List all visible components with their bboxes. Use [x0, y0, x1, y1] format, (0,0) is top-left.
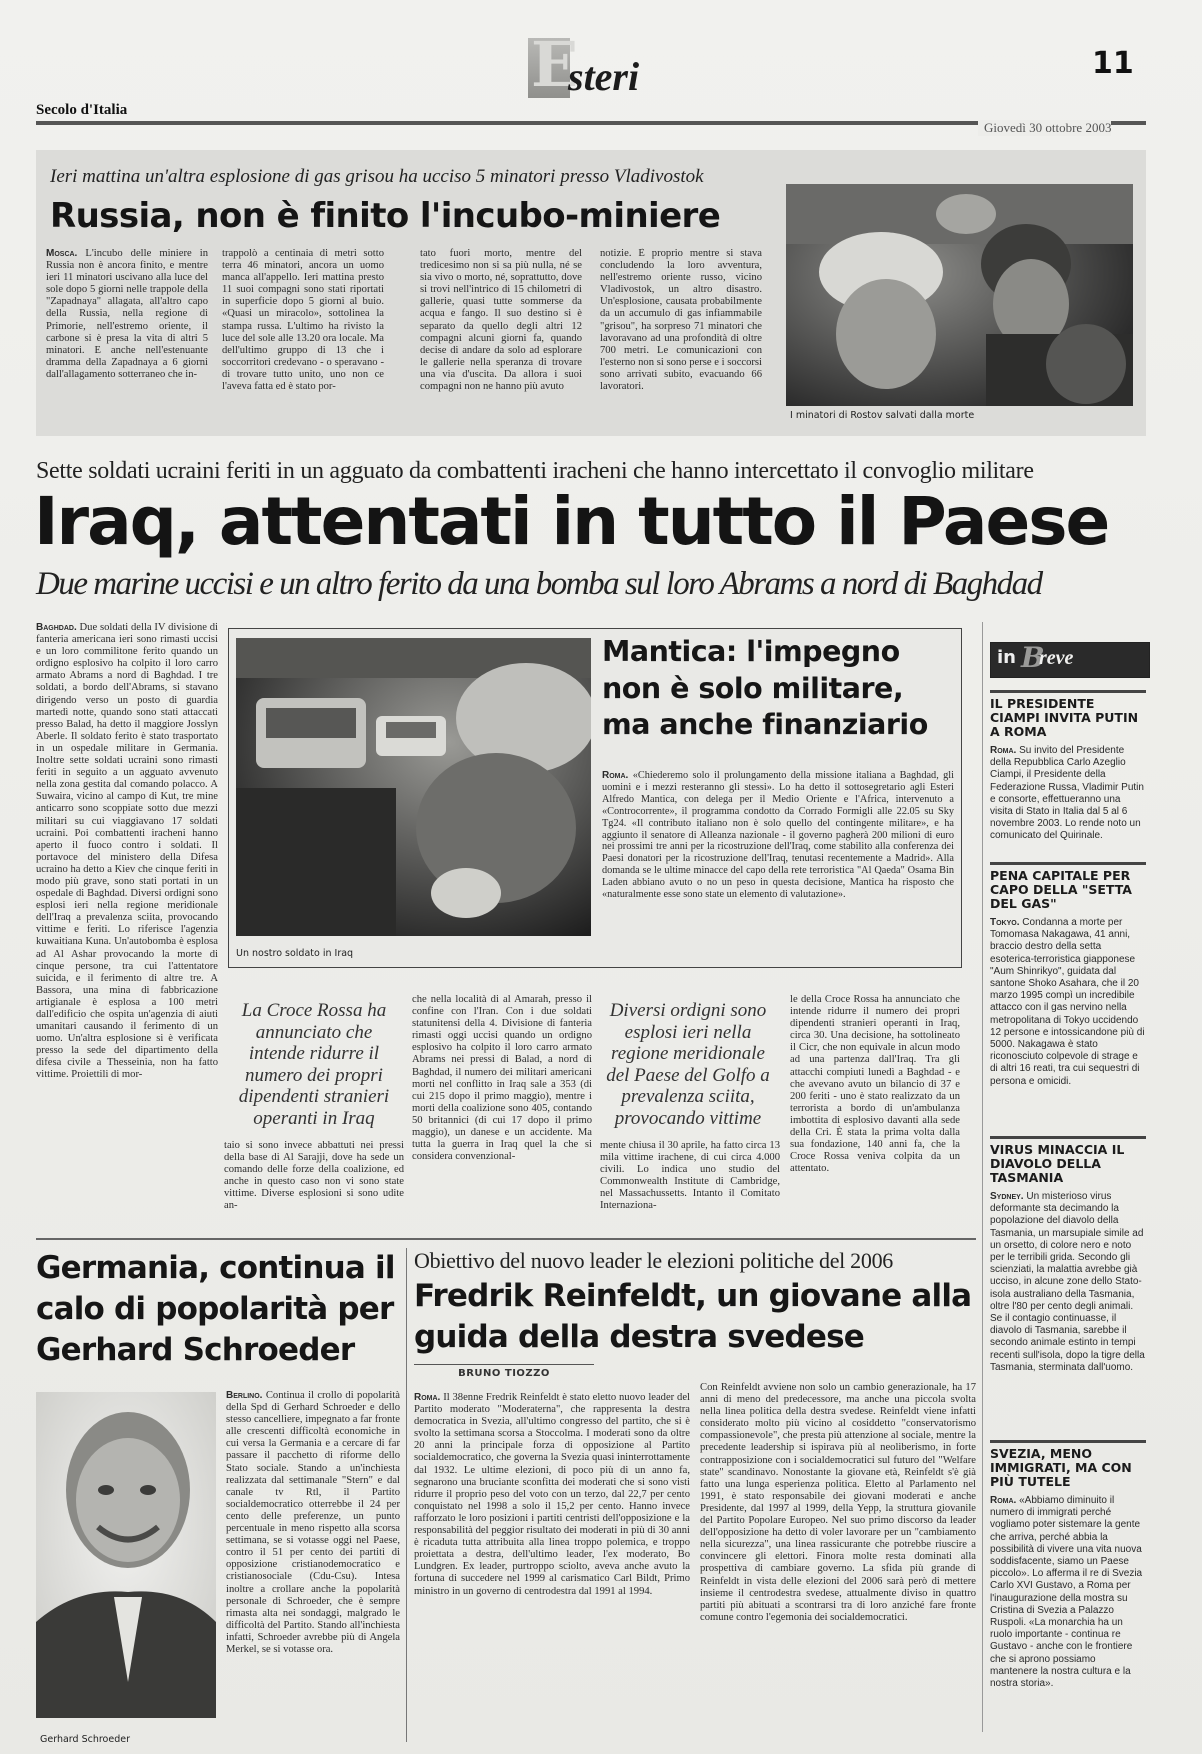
russia-dateline: Mosca. — [46, 248, 78, 259]
brief-item — [990, 690, 1146, 861]
in-breve-tag — [990, 642, 1150, 678]
brief-item — [990, 1440, 1146, 1739]
svezia-byline: BRUNO TIOZZO — [458, 1368, 550, 1379]
russia-col-4: notizie. È proprio mentre si stava concludendo la loro avventura, nell'estremo oriente russo, vicino Vladivostok, un altro disastro. Un'esplosione, causata probabilmente da un accumulo di gas infiammabile "grisou", ha sorpreso 71 minatori che lavoravano ad una profondità di oltre 700 metri. Le comunicazioni con l'esterno non si sono perse e i soccorsi sono arrivati subito, evacuando 66 lavoratori. — [600, 248, 762, 393]
iraq-left-column-text: Due soldati della IV divisione di fanteria americana ieri sono rimasti uccisi e un loro commilitone ferito quando un ordigno esplosivo ha colpito il loro carro armato Abrams a nord di Baghdad. I tre soldati, a bordo dell'Abrams, si stavano dirigendo verso un posto di guardia martedì notte, quando sono stati attaccati presso Balad, ha detto il maggiore Josslyn Aberle. Il soldato ferito è stato trasportato in un ospedale militare in Germania. Inoltre sette soldati ucraini sono rimasti feriti in seguito a un agguato avvenuto nella zona gestita dal comando polacco. A Suwaira, vicino al campo di Kut, tre mine anticarro sono scoppiate sotto due mezzi militari su cui viaggiavano 17 soldati ucraini. Poi combattenti iracheni hanno aperto il fuoco contro i soldati. Il portavoce del ministero della Difesa ucraino ha detto a Kiev che cinque feriti in modo più grave, sono stati portati in un ospedale di Baghdad. Diversi ordigni sono esplosi ieri nella regione meridionale dell'Iraq a prevalenza sciita, provocando vittime e feriti. Lo riferisce l'agenzia kuwaitiana Kuna. Un'autobomba è esplosa ad Al Ashar provocando la morte di cinque persone, tra cui l'attentatore suicida, e il ferimento di altre tre. A Bassora, una mina di fabbricazione artigianale è esplosa a 100 metri dall'edificio che ospita un'agenzia di aiuti umanitari causando il ferimento di un uomo. Un'altra esplosione si è verificata presso la sede del dipartimento della difesa civile a Thesseinia, non ha fatto vittime. Proiettili di mor- — [36, 622, 218, 1081]
in-breve-tag-rest: reve — [1039, 647, 1074, 669]
soldier-photo-image — [236, 638, 591, 936]
brief-body — [990, 1495, 1146, 1727]
shiite-bombs-pullquote: Diversi ordigni sono esplosi ieri nella regione meridionale del Paese del Golfo a prevalenza sciita, provocando vittime — [606, 1000, 770, 1129]
brief-item — [990, 862, 1146, 1135]
schroeder-photo-caption: Gerhard Schroeder — [40, 1734, 130, 1745]
brief-item — [990, 1136, 1146, 1439]
svezia-dateline: Roma. — [414, 1392, 441, 1403]
iraq-mid-b: che nella località di al Amarah, presso il confine con l'Iran. Con i due soldati statunitensi della 4. Divisione di fanteria rimasti oggi uccisi quando un ordigno esplosivo ha colpito il loro carro armato Abrams nei pressi di Balad, a nord di Baghdad, il numero dei militari americani morti nel conflitto in Iraq sale a 353 (di cui 215 dopo il primo maggio), mentre i morti della coalizione sono 405, contando 50 britannici (di cui 17 dopo il primo maggio), un danese e un accidente. Ma tutta la guerra in Iraq quel la che si considera convenzional- — [412, 994, 592, 1163]
column-divider — [406, 1248, 407, 1742]
iraq-kicker: Sette soldati ucraini feriti in un agguato da combattenti iracheni che hanno intercettato il convoglio militare — [36, 458, 1034, 484]
section-title: steri — [568, 54, 640, 99]
mantica-body — [602, 770, 954, 962]
brief-text: Su invito del Presidente della Repubblica Carlo Azeglio Ciampi, il Presidente della Federazione Russa, Vladimir Putin e consorte, effettueranno una visita di Stato in Italia dal 5 al 6 novembre 2003. Lo rende noto un comunicato del Quirinale. — [990, 745, 1144, 842]
in-breve-tag-b: B — [1021, 641, 1045, 674]
iraq-left-column — [36, 622, 218, 1220]
svezia-col-2: Con Reinfeldt avviene non solo un cambio generazionale, ha 17 anni di meno del predecessore, ma anche una piccola svolta nella linea politica della destra svedese. Reinfeldt viene infatti considerato molto più vicino al cosiddetto "conservatorismo compassionevole", che presta più attenzione al sociale, mentre la precedente leadership si ispirava più al neoliberismo, in forte contrapposizione con i socialdemocratici sul futuro del "Welfare state" scandinavo. Nonostante la giovane età, Reinfeldt s'è già fatto una lunga esperienza politica. Eletto al Parlamento nel 1991, è stato responsabile dei giovani moderati e anche Presidente, dal 1997 al 1999, della Yepp, la struttura giovanile del Partito Popolare Europeo. Nel suo primo discorso da leader dell'opposizione ha detto di voler lavorare per un "cambiamento nella sicurezza", una linea rassicurante che potrebbe riuscire a convincere gli elettori. Finora molte resta dominati alla prospettiva di cambiare governo. La sfida più grande di Reinfeldt in vista delle elezioni del 2006 sarà però di mettere insieme il centrodestra svedese, attualmente diviso in quattro partiti più abituati a scontrarsi tra di loro anziché fare fronte comune contro l'egemonia dei socialdemocratici. — [700, 1382, 976, 1623]
section-initial: E — [531, 28, 579, 101]
brief-text: Condanna a morte per Tomomasa Nakagawa, 41 anni, braccio destro della setta esoterica-terroristica giapponese "Aum Shinrikyo", guidata dal santone Shoko Asahara, che il 20 marzo 1995 compì un incredibile attacco con il gas nervino nella metropolitana di Tokyo uccidendo 12 persone e intossicandone più di 5000. Nakagawa è stato riconosciuto colpevole di strage e di altri 16 reati, tra cui sequestri di persona e omicidi. — [990, 917, 1145, 1087]
section-logo — [528, 30, 678, 102]
germania-dateline: Berlino. — [226, 1390, 263, 1401]
russia-photo-caption: I minatori di Rostov salvati dalla morte — [790, 410, 975, 421]
brief-title: IL PRESIDENTE CIAMPI INVITA PUTIN A ROMA — [990, 696, 1139, 739]
brief-body — [990, 917, 1146, 1127]
svezia-kicker: Obiettivo del nuovo leader le elezioni politiche del 2006 — [414, 1248, 893, 1273]
iraq-headline: Iraq, attentati in tutto il Paese — [34, 483, 1109, 560]
russia-headline: Russia, non è finito l'incubo-miniere — [50, 196, 721, 236]
brief-body — [990, 745, 1146, 855]
paper-name: Secolo d'Italia — [36, 102, 128, 118]
iraq-mid-d: le della Croce Rossa ha annunciato che intende ridurre il numero dei propri dipendenti stranieri operanti in Iraq, circa 30. Una decisione, ha sottolineato il Cicr, che non equivale in alcun modo ad una partenza dall'Iraq. Tra gli attacchi compiuti lunedì a Baghdad - e che avevano avuto un bilancio di 37 e 200 feriti - uno è stato realizzato da un terrorista a bordo di un'ambulanza imbottita di esplosivo davanti alla sede della Cri. È stata la prima volta dalla sua fondazione, 140 anni fa, che la Croce Rossa veniva colpita da un attentato. — [790, 994, 960, 1175]
brief-title: VIRUS MINACCIA IL DIAVOLO DELLA TASMANIA — [990, 1142, 1125, 1185]
brief-body — [990, 1191, 1146, 1427]
brief-title: SVEZIA, MENO IMMIGRATI, MA CON PIÙ TUTELE — [990, 1446, 1132, 1489]
brief-dateline: Sydney. — [990, 1191, 1024, 1202]
germania-body-text: Continua il crollo di popolarità della Spd di Gerhard Schroeder e dello stesso cancelliere, impegnato a far fronte alle crescenti difficoltà economiche in cui versa la Germania e a cercare di far passare il pacchetto di riforme dello Stato sociale. Stando a un'inchiesta realizzata dal settimanale "Stern" e dal canale tv Rtl, il Partito socialdemocratico otterrebbe il 24 per cento delle preferenze, un punto percentuale in meno rispetto alla scorsa settimana, se si votasse oggi nel Paese, contro il 51 per cento dei partiti di opposizione cristianodemocratico e cristianosociale (Cdu-Csu). Intesa inoltre a crollare anche la popolarità personale di Schroeder, che è sempre rimasta alta nei sondaggi, malgrado le difficoltà del Partito. Stando all'inchiesta infatti, Schroeder avrebbe più di Angela Merkel, se si votasse ora. — [226, 1390, 400, 1655]
iraq-mid-a: taio si sono invece abbattuti nei pressi della base di Al Sarajji, dove ha sede un comando delle forze della coalizione, ed anche in questo caso non vi sono state vittime. Diverse esplosioni si sono udite an- — [224, 1140, 404, 1212]
iraq-dateline: Baghdad. — [36, 622, 77, 633]
russia-photo — [786, 184, 1133, 406]
svezia-col-1 — [414, 1392, 690, 1742]
iraq-mid-c: mente chiusa il 30 aprile, ha fatto circa 13 mila vittime irachene, di cui circa 4.000 civili. Lo indica uno studio del Commonwealth Institute di Cambridge, nel Massachussetts. Intanto il Comitato Internaziona- — [600, 1140, 780, 1212]
brief-text: «Abbiamo diminuito il numero di immigrati perché vogliamo poter sistemare la gente che arriva, perché abbia la possibilità di vivere una vita nuova soddisfacente, siamo un Paese piccolo». Lo afferma il re di Svezia Carlo XVI Gustavo, a Roma per l'inaugurazione della mostra su Cristina di Svezia a Palazzo Ruspoli. «La monarchia ha un ruolo importante - continua re Gustavo - anche con le frontiere che si aprono possiamo mantenere la nostra cultura e la nostra storia». — [990, 1495, 1143, 1690]
russia-col-1-text: L'incubo delle miniere in Russia non è ancora finito, e mentre ieri 11 minatori uscivano alla luce del sole dopo 5 giorni nelle trappole della "Zapadnaya" allagata, all'altro capo della Russia, nella regione di Primorie, nell'estremo oriente, il carbone si è presa la vita di altri 5 minatori. E anche nell'estenuante dramma della Zapadnaya a 6 giorni dall'allagamento sotterraneo che in- — [46, 248, 208, 380]
brief-text: Un misterioso virus deformante sta decimando la popolazione del diavolo della Tasmania, un marsupiale simile ad un orsetto, di colore nero e noto per le terribili grida. Secondo gli scienziati, la malattia avrebbe già ucciso, in alcune zone dello Stato-isola australiano della Tasmania, oltre l'80 per cento degli animali. Se il contagio continuasse, il diavolo di Tasmania, sarebbe il secondo animale estinto in tempi recenti sull'isola, dopo la tigre della Tasmania, sterminata dall'uomo. — [990, 1191, 1145, 1373]
svezia-headline: Fredrik Reinfeldt, un giovane alla guida della destra svedese — [414, 1278, 972, 1355]
schroeder-photo — [36, 1392, 216, 1718]
mantica-headline: Mantica: l'impegno non è solo militare, ma anche finanziario — [602, 635, 928, 741]
red-cross-pullquote: La Croce Rossa ha annunciato che intende ridurre il numero dei propri dipendenti stranieri operanti in Iraq — [238, 1000, 390, 1129]
germania-headline: Germania, continua il calo di popolarità per Gerhard Schroeder — [36, 1250, 395, 1368]
brief-title: PENA CAPITALE PER CAPO DELLA "SETTA DEL GAS" — [990, 868, 1132, 911]
svezia-col-1-text: Il 38enne Fredrik Reinfeldt è stato eletto nuovo leader del Partito moderato "Moderaterna", che rappresenta la destra democratica in Svezia, all'ultimo congresso del partito, che si è svolto la settimana scorsa a Stoccolma. I moderati sono da oltre 20 anni la principale forza di opposizione al Partito socialdemocratico, che governa la Svezia quasi ininterrottamente dal 1932. Le ultime elezioni, di poco più di un anno fa, segnarono una bruciante sconfitta dei moderati che si sono visti ridurre il proprio peso del voto con un terzo, dal 22,7 per cento conquistato nel 1998 a solo il 15,2 per cento. Hanno invece rafforzato le loro posizioni i partiti centristi dell'opposizione e la responsabilità del peggior risultato dei moderati in più di 30 anni è ricaduta tutta attribuita alla linea troppo polemica, e troppo proiettata a destra, dell'ultimo leader, l'ex moderato, Bo Lundgren. Ex leader, purtroppo sciolto, aveva anche avuto la fortuna di succedere nel 1999 al carismatico Carl Bildt, Primo ministro in un governo di centrodestra dal 1991 al 1994. — [414, 1392, 690, 1597]
sidebar-divider — [982, 622, 983, 1732]
section-rule — [36, 1238, 976, 1240]
page-number: 11 — [1092, 46, 1134, 81]
mantica-body-text: «Chiederemo solo il prolungamento della missione italiana a Baghdad, gli uomini e i mezzi resteranno gli stessi». Lo ha detto il sottosegretario agli Esteri Alfredo Mantica, con delega per il Medio Oriente e l'Africa, intervenuto a «Controcorrente», il programma condotto da Corrado Formigli alle 22.05 su Sky Tg24. «Il contributo italiano non è solo quello del contingente militare», e ha aggiunto il senatore di Alleanza nazionale - il governo pagherà 200 milioni di euro nei prossimi tre anni per la ricostruzione dell'Iraq, come stabilito alla conferenza dei Paesi donatori per la ricostruzione dell'Iraq, tenutasi recentemente a Madrid». Alla domanda se le ultime minacce del capo della rete terroristica "Al Qaeda" Osama Bin Laden abbiano avuto o no un peso in questa decisione, Mantica ha risposto che «naturalmente esse sono state un elemento di valutazione». — [602, 770, 954, 901]
miners-photo-image — [786, 184, 1133, 406]
brief-dateline: Roma. — [990, 745, 1017, 756]
iraq-photo — [236, 638, 591, 936]
germania-body — [226, 1390, 400, 1742]
issue-date: Giovedì 30 ottobre 2003 — [978, 120, 1111, 136]
mantica-dateline: Roma. — [602, 770, 629, 781]
schroeder-photo-image — [36, 1392, 216, 1718]
russia-col-3: tato fuori morto, mentre del tredicesimo non si sa più nulla, né se sia vivo o morto, né, soprattutto, dove si trovi nell'intrico di 15 chilometri di gallerie, quasi tutte sommerse da acqua e fango. Il suo destino si è separato da quello degli altri 12 compagni alcuni giorni fa, quando decise di andare da solo ad esplorare le gallerie nella speranza di trovare una via d'uscita. Da allora i suoi compagni non ne hanno più avuto — [420, 248, 582, 393]
iraq-subhead: Due marine uccisi e un altro ferito da una bomba sul loro Abrams a nord di Baghdad — [36, 566, 1042, 602]
byline-rule — [414, 1364, 594, 1365]
russia-kicker: Ieri mattina un'altra esplosione di gas grisou ha ucciso 5 minatori presso Vladivostok — [50, 166, 704, 187]
russia-col-2: trappolò a centinaia di metri sotto terra 46 minatori, ancora un uomo manca all'appello. Ieri mattina presto 11 suoi compagni sono stati riportati in superficie dopo 5 giorni al buio. «Quasi un miracolo», sottolinea la stampa russa. L'ultimo ha rivisto la luce del sole alle 13.20 ora locale. Ma dell'ultimo gruppo di 13 che i soccorritori credevano - o speravano - di trovare tutto unito, uno non ce l'aveva fatta ed è stato por- — [222, 248, 384, 393]
in-breve-tag-in: in — [997, 647, 1016, 668]
iraq-photo-caption: Un nostro soldato in Iraq — [236, 948, 354, 959]
brief-dateline: Tokyo. — [990, 917, 1020, 928]
russia-col-1 — [46, 248, 208, 418]
brief-dateline: Roma. — [990, 1495, 1017, 1506]
